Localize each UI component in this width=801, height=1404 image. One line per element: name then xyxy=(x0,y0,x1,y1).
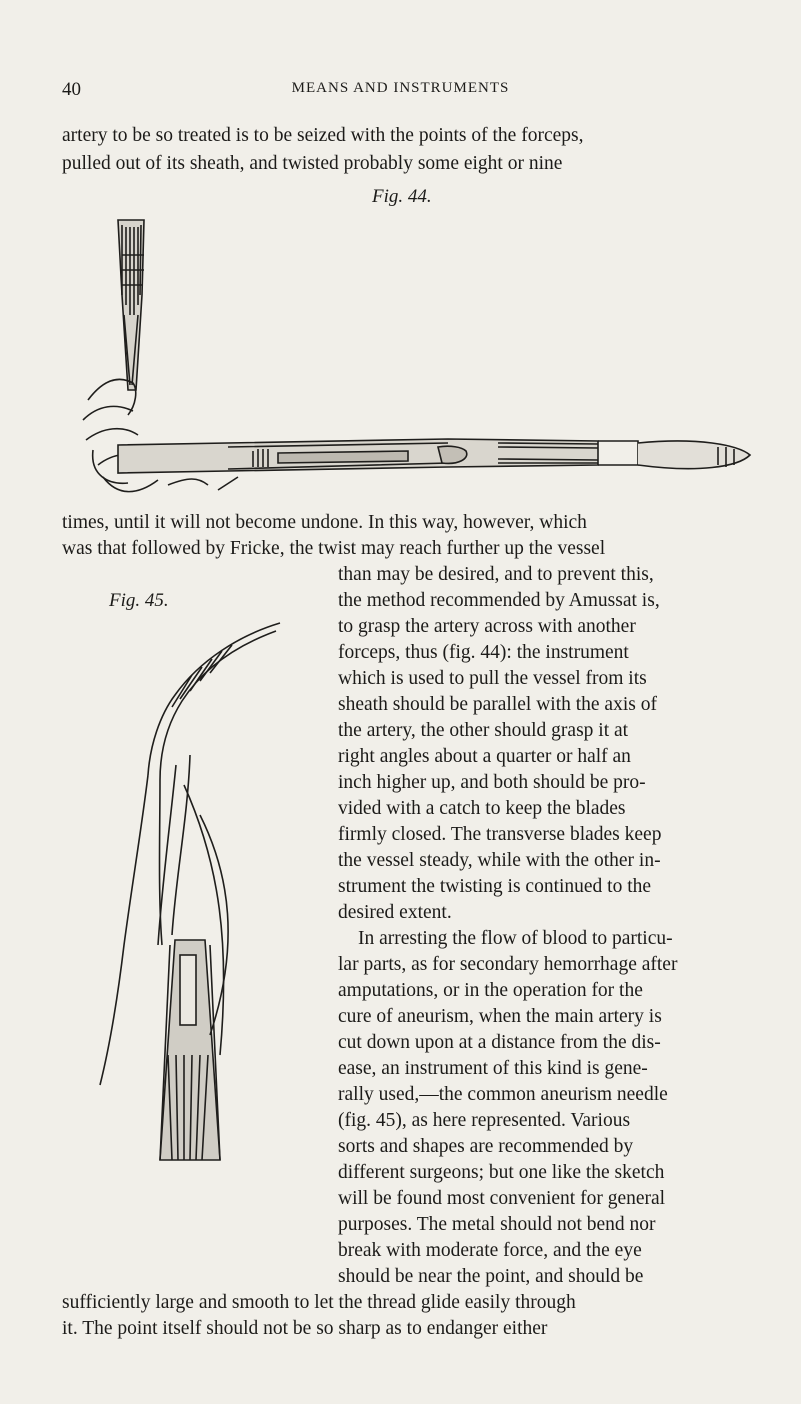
figure-44-illustration xyxy=(78,215,768,505)
body-line: to grasp the artery across with another xyxy=(338,616,636,637)
body-line: different surgeons; but one like the sketch xyxy=(338,1162,665,1183)
body-line: should be near the point, and should be xyxy=(338,1266,644,1287)
body-line: forceps, thus (fig. 44): the instrument xyxy=(338,642,629,663)
body-line: vided with a catch to keep the blades xyxy=(338,798,626,819)
body-line: the vessel steady, while with the other in- xyxy=(338,850,661,871)
figure-45-caption: Fig. 45. xyxy=(109,590,169,611)
body-line: the artery, the other should grasp it at xyxy=(338,720,629,741)
body-line: the method recommended by Amussat is, xyxy=(338,590,660,611)
body-line: artery to be so treated is to be seized with the points of the forceps, xyxy=(62,125,584,146)
body-line: sheath should be parallel with the axis of xyxy=(338,694,657,715)
body-line: In arresting the flow of blood to particu- xyxy=(358,928,673,949)
body-line: sorts and shapes are recommended by xyxy=(338,1136,634,1157)
body-line: break with moderate force, and the eye xyxy=(338,1240,642,1261)
figure-45-illustration xyxy=(80,615,310,1175)
body-line: cut down upon at a distance from the dis- xyxy=(338,1032,661,1053)
body-line: it. The point itself should not be so sharp as to endanger either xyxy=(62,1318,548,1339)
body-line: sufficiently large and smooth to let the thread glide easily through xyxy=(62,1292,576,1313)
body-line: was that followed by Fricke, the twist may reach further up the vessel xyxy=(62,538,606,559)
body-line: times, until it will not become undone. In this way, however, which xyxy=(62,512,587,533)
body-line: rally used,—the common aneurism needle xyxy=(338,1084,668,1105)
body-line: right angles about a quarter or half an xyxy=(338,746,631,767)
body-line: purposes. The metal should not bend nor xyxy=(338,1214,656,1235)
body-line: (fig. 45), as here represented. Various xyxy=(338,1110,631,1131)
body-line: than may be desired, and to prevent this, xyxy=(338,564,654,585)
body-line: firmly closed. The transverse blades keep xyxy=(338,824,662,845)
page-number: 40 xyxy=(62,79,81,100)
body-line: which is used to pull the vessel from its xyxy=(338,668,647,689)
body-line: pulled out of its sheath, and twisted probably some eight or nine xyxy=(62,153,563,174)
body-line: strument the twisting is continued to the xyxy=(338,876,652,897)
body-line: cure of aneurism, when the main artery is xyxy=(338,1006,662,1027)
body-line: ease, an instrument of this kind is gene- xyxy=(338,1058,648,1079)
body-line: lar parts, as for secondary hemorrhage after xyxy=(338,954,678,975)
body-line: desired extent. xyxy=(338,902,452,923)
body-line: will be found most convenient for general xyxy=(338,1188,666,1209)
figure-44-caption: Fig. 44. xyxy=(372,186,432,207)
body-line: amputations, or in the operation for the xyxy=(338,980,643,1001)
body-line: inch higher up, and both should be pro- xyxy=(338,772,646,793)
running-title: MEANS AND INSTRUMENTS xyxy=(291,80,510,96)
